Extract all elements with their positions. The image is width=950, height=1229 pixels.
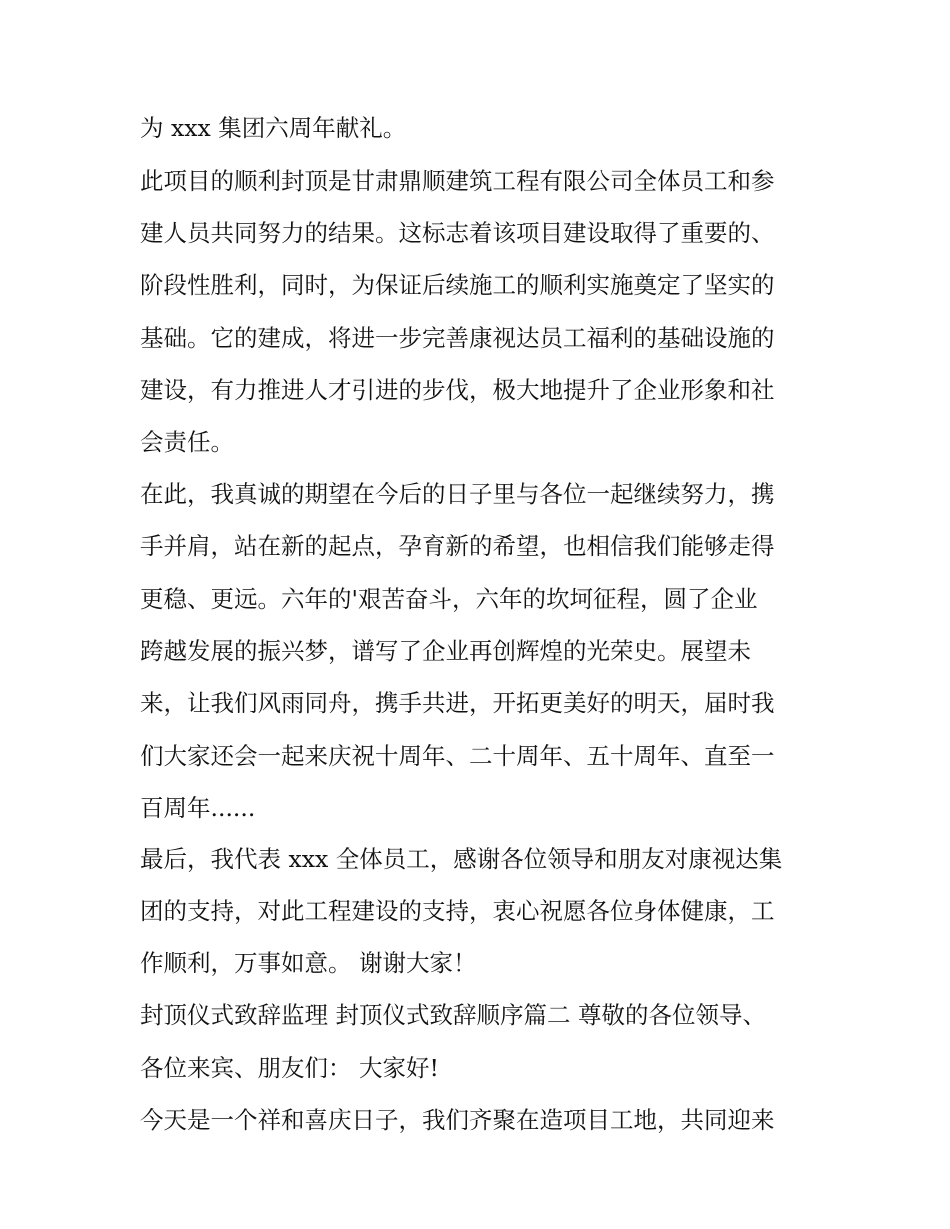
text-line: 跨越发展的振兴梦，谱写了企业再创辉煌的光荣史。展望未 [140, 637, 751, 665]
text-line: 手并肩，站在新的起点，孕育新的希望，也相信我们能够走得 [140, 532, 775, 560]
text-line: 在此，我真诚的期望在今后的日子里与各位一起继续努力，携 [140, 480, 775, 508]
text-line: 百周年...... [140, 794, 256, 822]
text-line: 今天是一个祥和喜庆日子，我们齐聚在造项目工地，共同迎来 [140, 1106, 775, 1134]
text-line: 各位来宾、朋友们： 大家好! [140, 1054, 439, 1082]
text-line: 们大家还会一起来庆祝十周年、二十周年、五十周年、直至一 [140, 742, 775, 770]
text-line: 建设，有力推进人才引进的步伐，极大地提升了企业形象和社 [140, 376, 775, 404]
text-line: 团的支持，对此工程建设的支持，衷心祝愿各位身体健康，工 [140, 897, 775, 925]
text-line: 更稳、更远。六年的'艰苦奋斗，六年的坎坷征程，圆了企业 [140, 585, 758, 613]
text-line: 作顺利，万事如意。 谢谢大家！ [140, 949, 477, 977]
text-line: 基础。它的建成，将进一步完善康视达员工福利的基础设施的 [140, 324, 775, 352]
text-line: 会责任。 [140, 428, 234, 456]
text-line: 为 xxx 集团六周年献礼。 [140, 114, 407, 142]
text-line: 建人员共同努力的结果。这标志着该项目建设取得了重要的、 [140, 219, 775, 247]
text-line: 阶段性胜利，同时，为保证后续施工的顺利实施奠定了坚实的 [140, 271, 775, 299]
text-line: 来，让我们风雨同舟，携手共进，开拓更美好的明天，届时我 [140, 689, 775, 717]
text-line: 最后，我代表 xxx 全体员工，感谢各位领导和朋友对康视达集 [140, 845, 783, 873]
text-line: 封顶仪式致辞监理 封顶仪式致辞顺序篇二 尊敬的各位领导、 [140, 1001, 766, 1029]
text-line: 此项目的顺利封顶是甘肃鼎顺建筑工程有限公司全体员工和参 [140, 167, 775, 195]
